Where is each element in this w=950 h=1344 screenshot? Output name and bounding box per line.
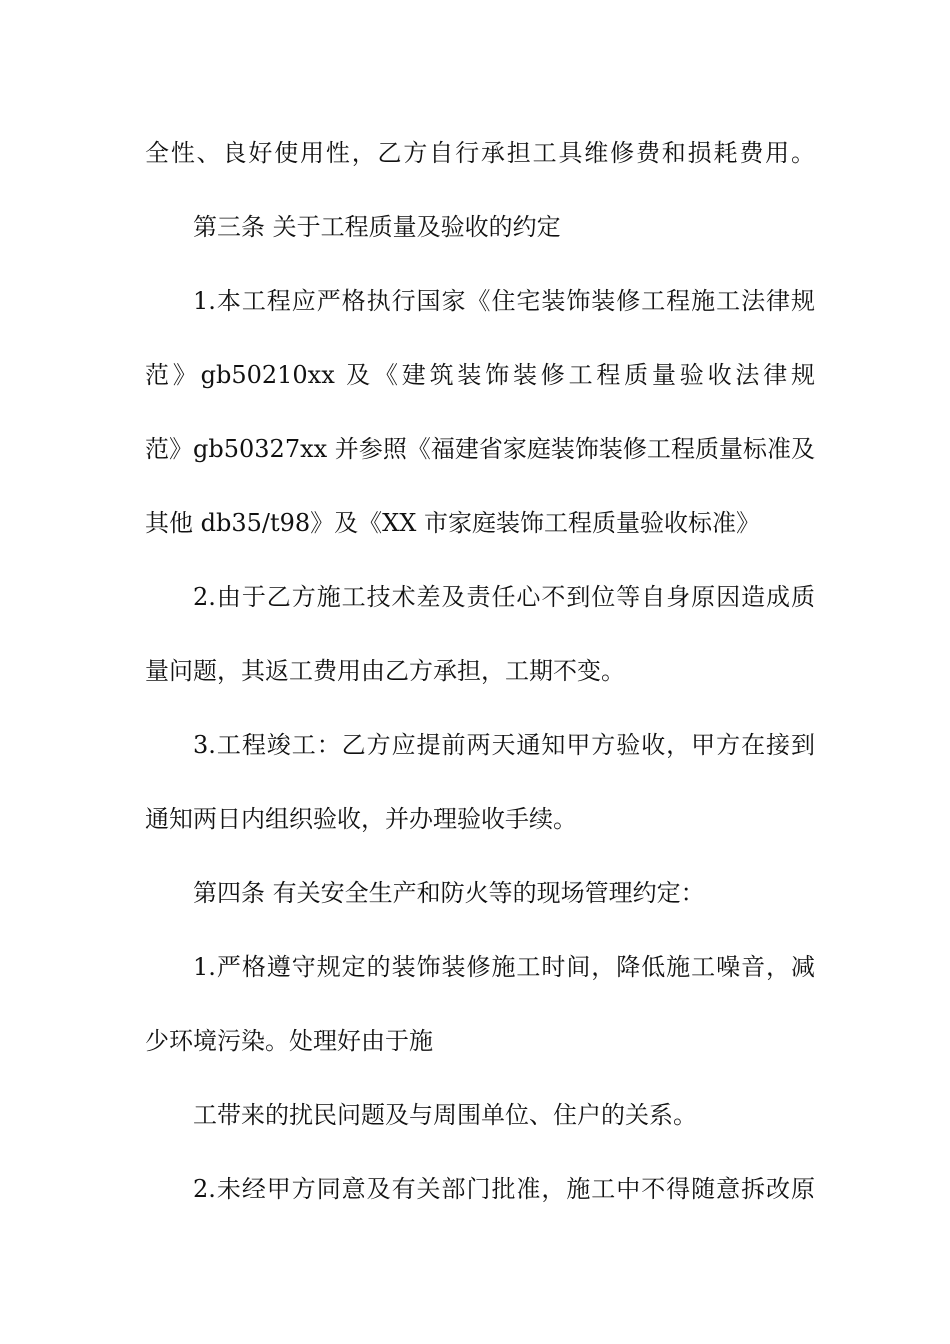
text-line-7: 2.由于乙方施工技术差及责任心不到位等自身原因造成质 [193,583,815,611]
text-line-12: 1.严格遵守规定的装饰装修施工时间，降低施工噪音，减 [193,953,815,981]
text-line-10: 通知两日内组织验收，并办理验收手续。 [145,805,577,833]
text-line-15: 2.未经甲方同意及有关部门批准，施工中不得随意拆改原 [193,1175,815,1203]
text-line-8: 量问题，其返工费用由乙方承担，工期不变。 [145,657,625,685]
text-line-1: 全性、良好使用性，乙方自行承担工具维修费和损耗费用。 [145,139,815,167]
text-line-6: 其他 db35/t98》及《XX 市家庭装饰工程质量验收标准》 [145,509,760,537]
text-line-3: 1.本工程应严格执行国家《住宅装饰装修工程施工法律规 [193,287,815,315]
text-line-4: 范》gb50210xx 及《建筑装饰装修工程质量验收法律规 [145,361,815,389]
text-line-13: 少环境污染。处理好由于施 [145,1027,433,1055]
article-three-heading: 第三条 关于工程质量及验收的约定 [193,213,561,241]
text-line-9: 3.工程竣工：乙方应提前两天通知甲方验收，甲方在接到 [193,731,815,759]
text-line-14: 工带来的扰民问题及与周围单位、住户的关系。 [193,1101,697,1129]
text-line-5: 范》gb50327xx 并参照《福建省家庭装饰装修工程质量标准及 [145,435,815,463]
article-four-heading: 第四条 有关安全生产和防火等的现场管理约定： [193,879,705,907]
